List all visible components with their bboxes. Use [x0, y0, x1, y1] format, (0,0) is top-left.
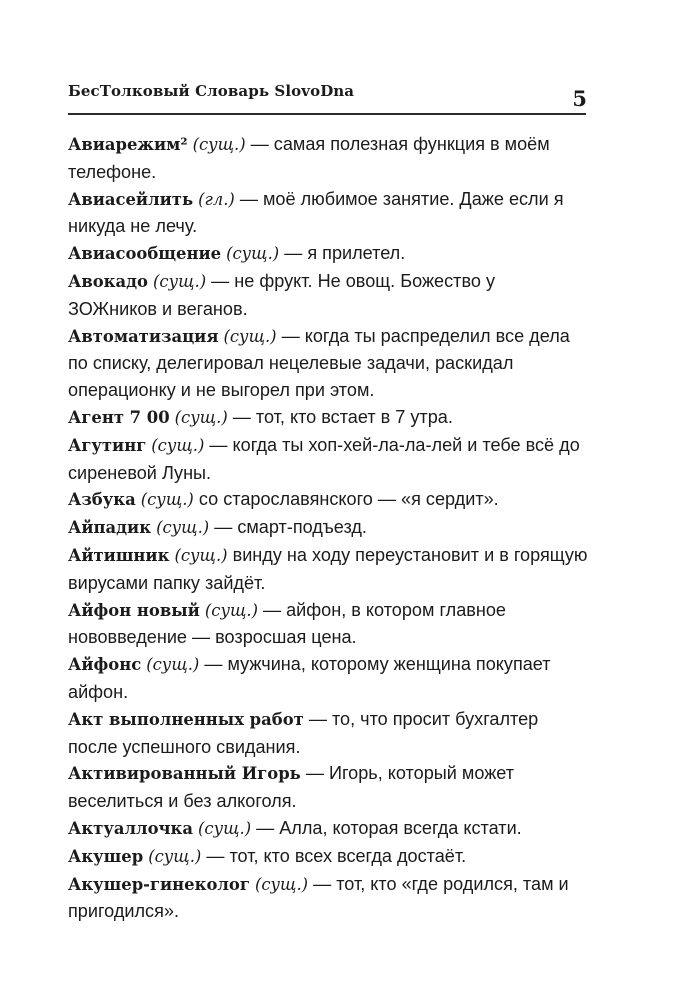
dictionary-entry — [68, 486, 588, 514]
page-number: 5 — [572, 86, 587, 111]
entry-headword: Автоматизация — [68, 326, 219, 346]
entry-part-of-speech: (сущ.) — [254, 874, 309, 894]
entry-headword: Айфон новый — [68, 600, 200, 620]
entry-part-of-speech: (сущ.) — [151, 435, 205, 455]
entry-definition: — тот, кто всех всегда достаёт. — [201, 845, 467, 866]
dictionary-entries — [68, 131, 588, 925]
entry-headword: Айтишник — [68, 545, 170, 565]
entry-definition: — самая полезная функция в моём телефоне. — [68, 134, 550, 182]
entry-part-of-speech: (сущ.) — [153, 271, 207, 291]
entry-part-of-speech: (сущ.) — [192, 135, 246, 154]
dictionary-entry — [68, 597, 588, 652]
entry-definition: — моё любимое занятие. Даже если я никуда не лечу. — [68, 188, 564, 237]
entry-part-of-speech: (гл.) — [198, 189, 235, 209]
dictionary-entry — [68, 815, 588, 843]
entry-headword: Актуаллочка — [68, 818, 193, 838]
entry-part-of-speech: (сущ.) — [198, 818, 252, 838]
entry-part-of-speech: (сущ.) — [174, 545, 228, 565]
entry-part-of-speech: (сущ.) — [146, 655, 200, 675]
dictionary-entry — [68, 131, 588, 186]
dictionary-entry — [68, 760, 588, 815]
entry-definition: — мужчина, которому женщина покупает айфон. — [68, 654, 551, 702]
dictionary-entry — [68, 514, 588, 542]
entry-definition: — тот, кто встает в 7 утра. — [227, 406, 453, 427]
entry-part-of-speech: (сущ.) — [204, 600, 258, 620]
entry-definition: со старославянского — «я сердит». — [193, 489, 499, 510]
dictionary-entry — [68, 186, 588, 241]
entry-definition: — айфон, в котором главное нововведение — возросшая цена. — [68, 599, 506, 648]
entry-headword: Айфонс — [68, 655, 142, 675]
entry-headword: Активированный Игорь — [68, 764, 301, 784]
dictionary-entry — [68, 268, 588, 323]
header-rule — [68, 113, 586, 115]
entry-definition: — Алла, которая всегда кстати. — [251, 817, 522, 838]
entry-definition: винду на ходу переустановит и в горящую вирусами папку зайдёт. — [68, 544, 588, 593]
entry-part-of-speech: (сущ.) — [226, 244, 280, 264]
entry-headword: Акушер-гинеколог — [68, 874, 250, 894]
entry-definition: — когда ты распределил все дела по списку, делегировал нецелевые задачи, раскидал операционку и не выгорел при этом. — [68, 325, 570, 401]
dictionary-entry — [68, 323, 588, 404]
dictionary-entry — [68, 240, 588, 268]
dictionary-entry — [68, 542, 588, 597]
entry-headword: Акт выполненных работ — [68, 709, 304, 729]
entry-definition: — тот, кто «где родился, там и пригодился». — [68, 873, 569, 922]
entry-part-of-speech: (сущ.) — [174, 407, 228, 427]
entry-headword: Азбука — [68, 490, 136, 510]
entry-headword: Акушер — [68, 846, 144, 866]
dictionary-entry — [68, 432, 588, 487]
entry-headword: Авиарежим² — [68, 135, 188, 154]
dictionary-entry — [68, 404, 588, 432]
entry-part-of-speech: (сущ.) — [156, 518, 210, 538]
entry-definition: — то, что просит бухгалтер после успешного свидания. — [68, 708, 539, 757]
running-head-title: БесТолковый Словарь SlovoDna — [68, 82, 355, 100]
entry-part-of-speech: (сущ.) — [148, 846, 202, 866]
entry-headword: Айпадик — [68, 518, 152, 538]
entry-headword: Авиасейлить — [68, 189, 194, 209]
dictionary-entry — [68, 706, 588, 761]
entry-definition: — не фрукт. Не овощ. Божество у ЗОЖников и веганов. — [68, 270, 495, 319]
entry-definition: — Игорь, который может веселиться и без алкоголя. — [68, 763, 515, 812]
entry-headword: Агент 7 00 — [68, 407, 170, 427]
entry-definition: — смарт-подъезд. — [209, 517, 367, 538]
entry-headword: Агутинг — [68, 435, 147, 455]
entry-definition: — я прилетел. — [279, 243, 406, 264]
entry-part-of-speech: (сущ.) — [223, 326, 277, 346]
entry-part-of-speech: (сущ.) — [140, 490, 194, 510]
entry-headword: Авиасообщение — [68, 244, 222, 264]
dictionary-entry — [68, 651, 588, 706]
entry-definition: — когда ты хоп-хей-ла-ла-лей и тебе всё до сиреневой Луны. — [68, 434, 580, 483]
dictionary-entry — [68, 871, 588, 926]
dictionary-entry — [68, 843, 588, 871]
entry-headword: Авокадо — [68, 271, 148, 291]
